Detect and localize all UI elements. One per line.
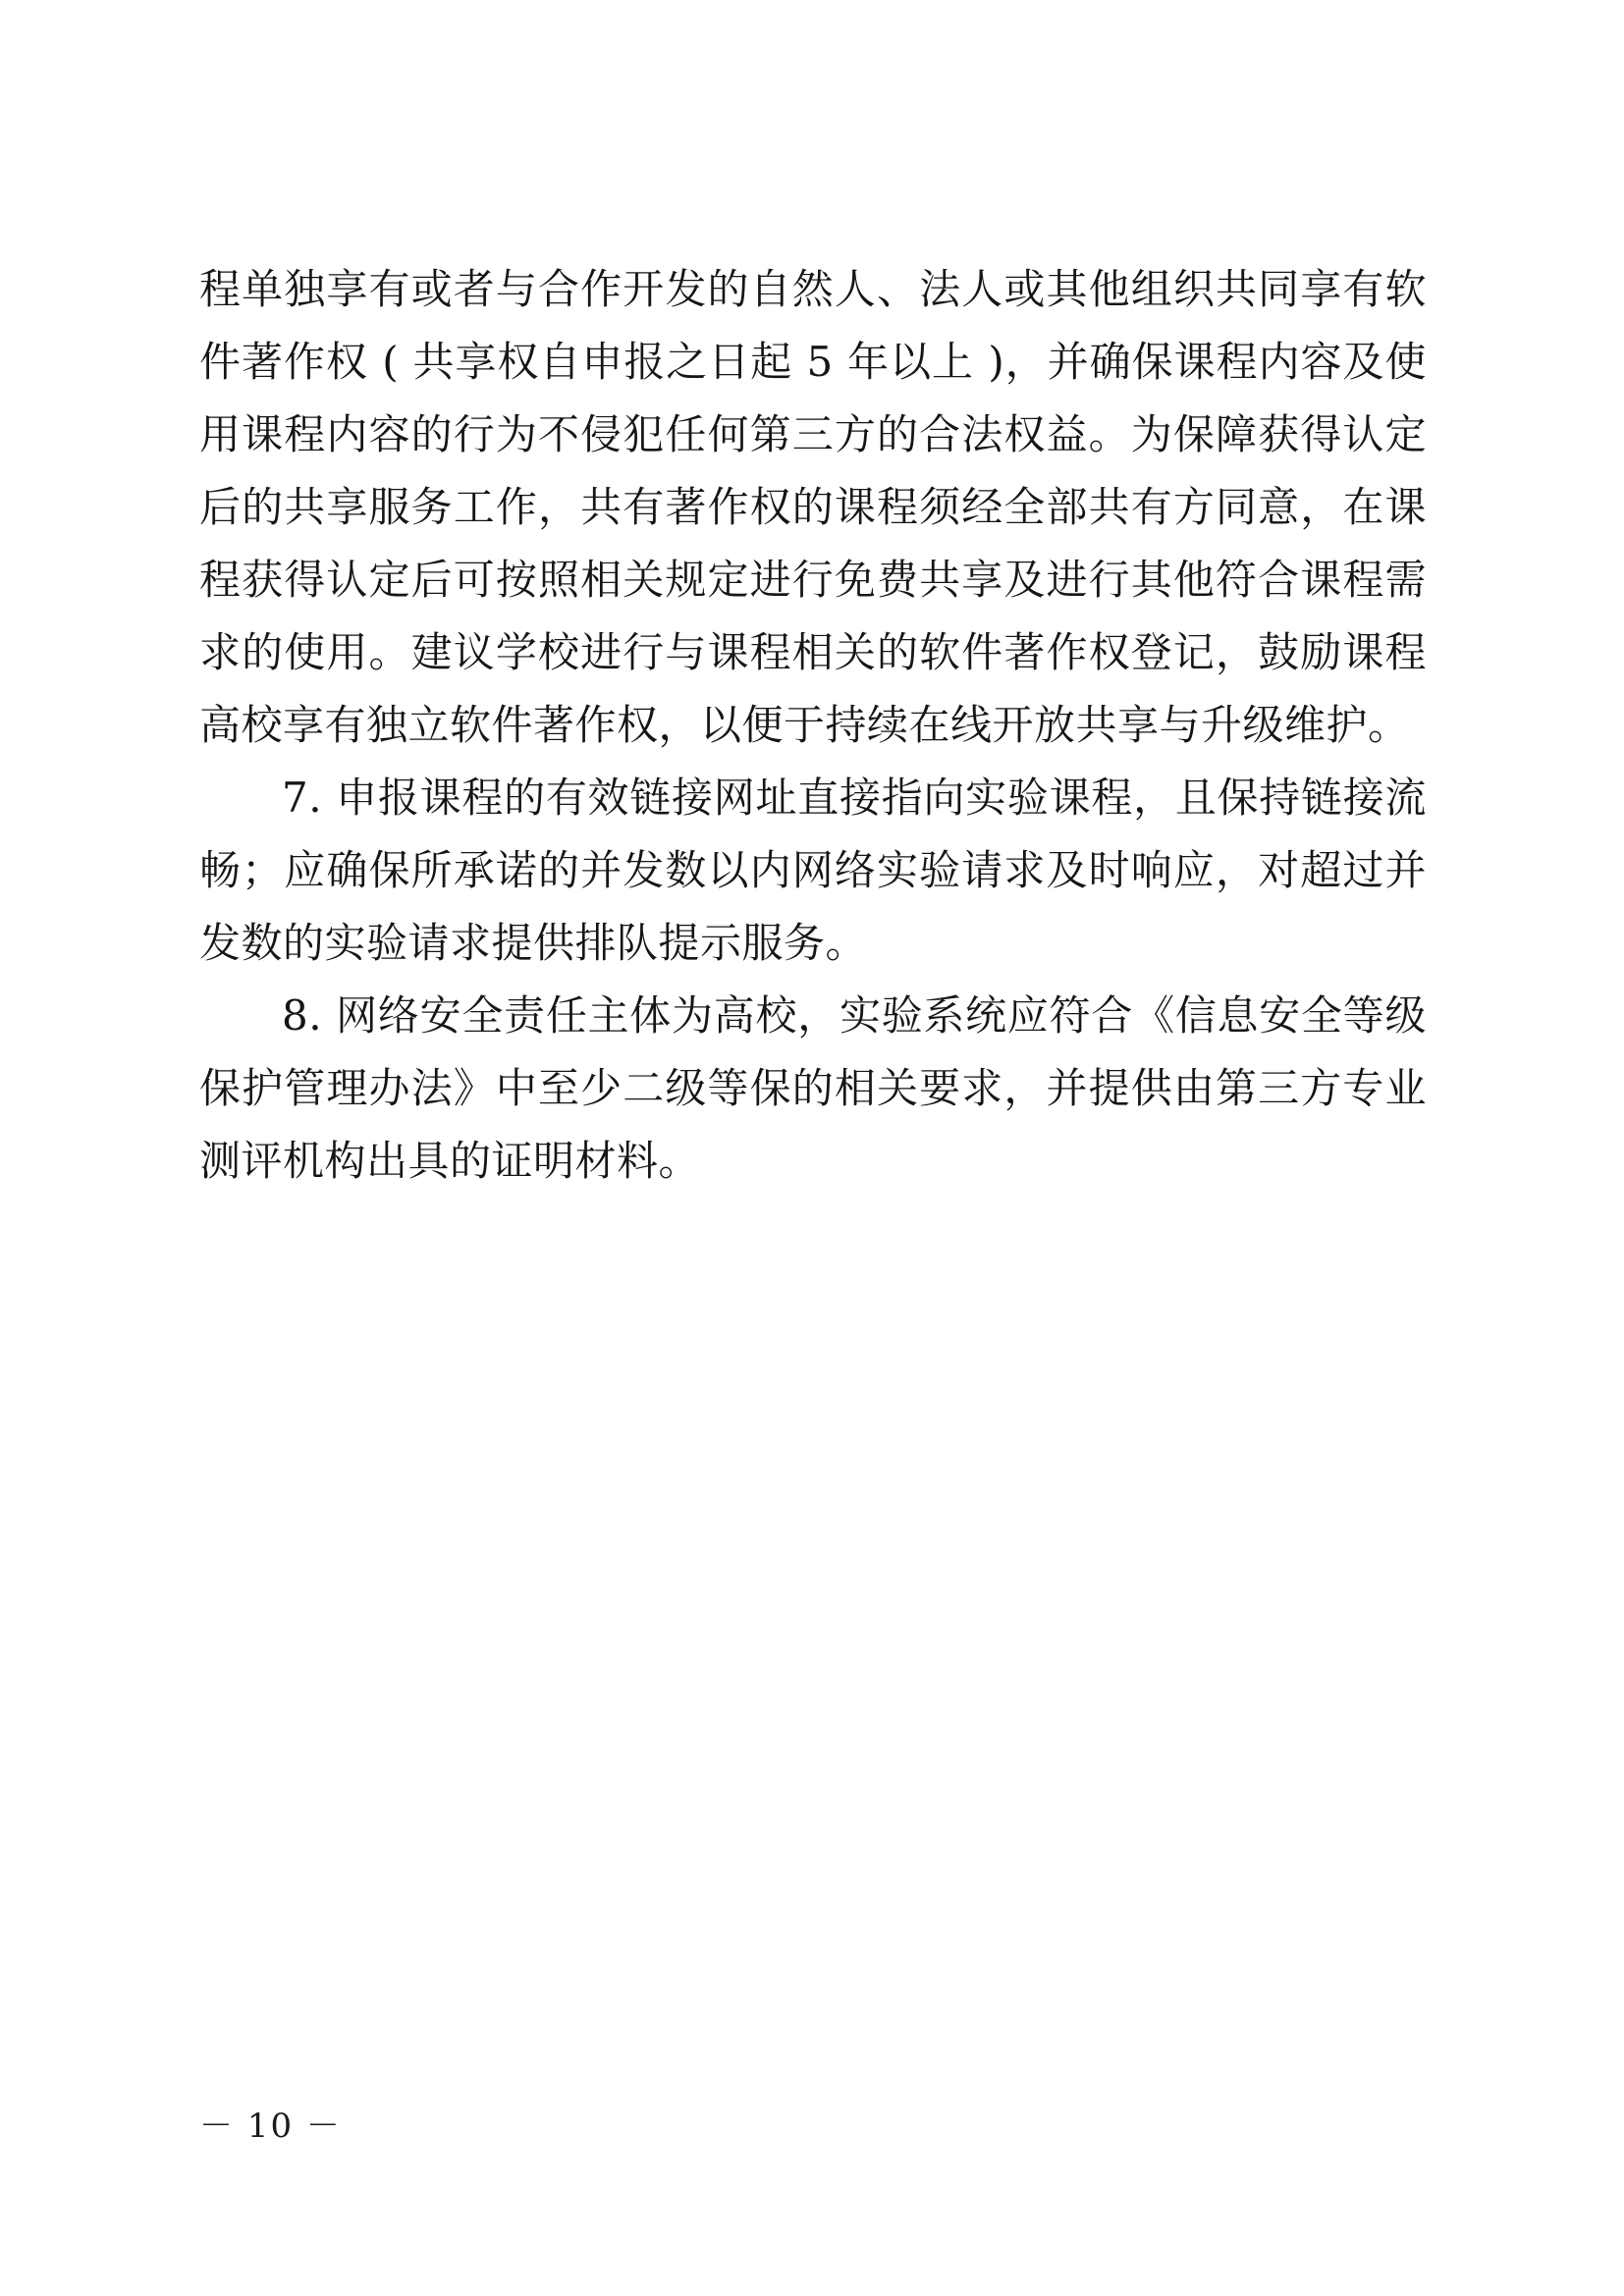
paragraph-item-8: 8. 网络安全责任主体为高校，实验系统应符合《信息安全等级保护管理办法》中至少二级等保的相关要求，并提供由第三方专业测评机构出具的证明材料。 (199, 991, 1427, 1185)
paragraph-item-7: 7. 申报课程的有效链接网址直接指向实验课程，且保持链接流畅；应确保所承诺的并发数以内网络实验请求及时响应，对超过并发数的实验请求提供排队提示服务。 (199, 774, 1427, 967)
page-number: － 10 － (199, 2107, 342, 2146)
paragraph-copyright-continued: 程单独享有或者与合作开发的自然人、法人或其他组织共同享有软件著作权 ( 共享权自申报之日起 5 年以上 )，并确保课程内容及使用课程内容的行为不侵犯任何第三方的合法权益。为保障获得认定后的共享服务工作，共有著作权的课程须经全部共有方同意，在课程获得认定后可按照相关规定进行免费共享及进行其他符合课程需求的使用。建议学校进行与课程相关的软件著作权登记，鼓励课程高校享有独立软件著作权，以便于持续在线开放共享与升级维护。 (199, 265, 1427, 749)
page-body (199, 253, 1427, 1198)
